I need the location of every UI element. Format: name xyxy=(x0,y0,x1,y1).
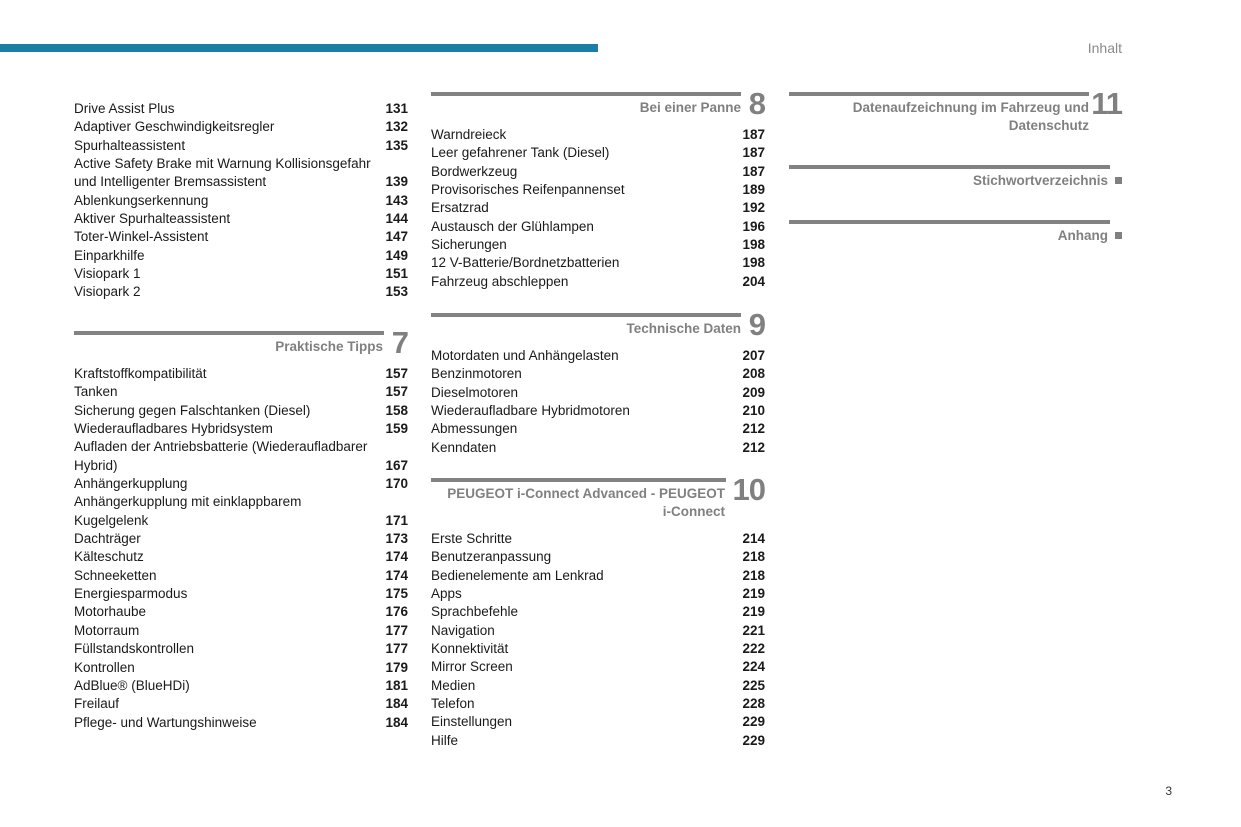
section-heading xyxy=(789,86,1122,144)
toc-entry-page: 196 xyxy=(742,218,765,234)
toc-entry-label: Austausch der Glühlampen xyxy=(431,218,594,234)
toc-entry-page: 207 xyxy=(742,348,765,363)
toc-entry[interactable] xyxy=(431,126,765,144)
toc-entry[interactable] xyxy=(74,695,408,713)
toc-entry-label: Telefon xyxy=(431,696,475,712)
toc-entry[interactable] xyxy=(74,402,408,420)
section-title[interactable]: Technische Daten xyxy=(626,321,741,336)
section-title[interactable]: Anhang xyxy=(1057,228,1108,243)
toc-entry[interactable] xyxy=(431,695,765,713)
toc-entry[interactable] xyxy=(74,365,408,383)
section-heading xyxy=(74,325,408,365)
toc-entry-label: AdBlue® (BlueHDi) xyxy=(74,677,190,693)
toc-entry-label: Abmessungen xyxy=(431,421,518,437)
section-number: 7 xyxy=(391,325,408,360)
toc-entry-label: Einstellungen xyxy=(431,714,513,730)
toc-entry-page: 159 xyxy=(385,421,408,437)
toc-entry[interactable] xyxy=(74,659,408,677)
toc-entry-page: 131 xyxy=(385,101,408,116)
toc-entry[interactable] xyxy=(431,402,765,420)
toc-entry-page: 187 xyxy=(742,145,765,161)
toc-entry-page: 187 xyxy=(742,127,765,142)
toc-entry[interactable] xyxy=(431,548,765,566)
toc-entry-page: 173 xyxy=(385,531,408,547)
toc-entry-label: Toter-Winkel-Assistent xyxy=(74,229,209,245)
toc-entry-label: Motordaten und Anhängelasten xyxy=(431,348,619,363)
toc-entry-label: Provisorisches Reifenpannenset xyxy=(431,182,625,198)
toc-entry[interactable] xyxy=(74,420,408,438)
toc-entry-page: 184 xyxy=(385,696,408,712)
section-rule xyxy=(431,313,741,317)
toc-entry-page: 177 xyxy=(385,641,408,657)
toc-entry-page: 147 xyxy=(385,229,408,245)
section-title[interactable] xyxy=(447,485,725,522)
toc-entry[interactable] xyxy=(431,622,765,640)
toc-entry-label: Aufladen der Antriebsbatterie (Wiederaufladbarer Hybrid) xyxy=(74,439,368,473)
toc-entry[interactable] xyxy=(74,100,408,118)
toc-entry-page: 214 xyxy=(742,531,765,546)
toc-entry-page: 174 xyxy=(385,549,408,565)
toc-entry[interactable] xyxy=(431,181,765,199)
toc-entry-page: 187 xyxy=(742,163,765,179)
toc-entry[interactable] xyxy=(431,677,765,695)
toc-entry-label: Medien xyxy=(431,677,476,693)
toc-entry[interactable] xyxy=(431,384,765,402)
section-heading xyxy=(431,86,765,126)
section-title[interactable]: Praktische Tipps xyxy=(275,339,383,354)
toc-entry-label: Anhängerkupplung mit einklappbarem Kugelgelenk xyxy=(74,494,302,528)
toc-entry-label: Mirror Screen xyxy=(431,659,513,675)
section-rule xyxy=(431,478,726,482)
square-bullet-icon xyxy=(1115,232,1122,239)
toc-entry-page: 144 xyxy=(385,211,408,227)
toc-entry-page: 229 xyxy=(742,714,765,730)
toc-entry-page: 171 xyxy=(385,512,408,528)
toc-entry-label: Dachträger xyxy=(74,531,141,547)
toc-entry-label: Wiederaufladbares Hybridsystem xyxy=(74,421,273,437)
toc-entry[interactable] xyxy=(431,218,765,236)
section-number: 11 xyxy=(1091,86,1122,121)
toc-entry-page: 204 xyxy=(742,273,765,289)
section-title-line-2: i-Connect xyxy=(662,504,725,520)
toc-entry[interactable] xyxy=(431,530,765,548)
toc-entry-label: Fahrzeug abschleppen xyxy=(431,273,569,289)
toc-entry-label: Benutzeranpassung xyxy=(431,549,552,565)
section-heading xyxy=(789,220,1122,254)
toc-entry-label: Sprachbefehle xyxy=(431,604,519,620)
toc-entry[interactable] xyxy=(431,144,765,162)
toc-entry-label: Kenndaten xyxy=(431,439,497,455)
toc-entry-label: Leer gefahrener Tank (Diesel) xyxy=(431,145,610,161)
toc-entry[interactable] xyxy=(431,365,765,383)
toc-entry-label: Drive Assist Plus xyxy=(74,101,175,116)
toc-entry-page: 210 xyxy=(742,403,765,419)
toc-entry-page: 222 xyxy=(742,641,765,657)
section-title-line-1: PEUGEOT i-Connect Advanced - PEUGEOT xyxy=(447,486,725,501)
toc-entry-label: Adaptiver Geschwindigkeitsregler xyxy=(74,119,275,135)
toc-entry-label: Benzinmotoren xyxy=(431,366,522,382)
toc-entry-label: Ablenkungserkennung xyxy=(74,192,209,208)
toc-entry-label: Tanken xyxy=(74,384,118,400)
square-bullet-icon xyxy=(1115,177,1122,184)
toc-entry[interactable] xyxy=(74,677,408,695)
entry-list xyxy=(431,126,765,291)
toc-entry-label: Wiederaufladbare Hybridmotoren xyxy=(431,403,630,419)
accent-bar xyxy=(0,44,598,52)
toc-entry-page: 225 xyxy=(742,677,765,693)
toc-entry-page: 218 xyxy=(742,549,765,565)
toc-entry-page: 219 xyxy=(742,586,765,602)
entry-list xyxy=(74,100,408,302)
toc-entry[interactable] xyxy=(74,714,408,732)
toc-section-10 xyxy=(431,472,765,750)
toc-section-11 xyxy=(789,86,1122,144)
toc-entry[interactable] xyxy=(74,265,408,283)
section-heading xyxy=(431,472,765,530)
toc-entry-label: Spurhalteassistent xyxy=(74,137,186,153)
toc-entry-page: 167 xyxy=(385,457,408,473)
toc-entry[interactable] xyxy=(74,493,408,530)
toc-entry-label: Apps xyxy=(431,586,462,602)
toc-entry[interactable] xyxy=(431,640,765,658)
toc-entry-label: Sicherung gegen Falschtanken (Diesel) xyxy=(74,402,311,418)
toc-entry-label: Freilauf xyxy=(74,696,120,712)
toc-entry-label: Navigation xyxy=(431,622,495,638)
toc-section-8 xyxy=(431,86,765,291)
toc-entry-label: Dieselmotoren xyxy=(431,384,519,400)
toc-entry-label: Erste Schritte xyxy=(431,531,513,546)
toc-entry-page: 198 xyxy=(742,237,765,253)
toc-entry-page: 208 xyxy=(742,366,765,382)
toc-entry[interactable] xyxy=(74,548,408,566)
toc-entry[interactable] xyxy=(431,567,765,585)
toc-entry-page: 224 xyxy=(742,659,765,675)
toc-entry-label: Motorhaube xyxy=(74,604,147,620)
toc-entry-page: 157 xyxy=(385,366,408,381)
toc-entry-label: Kraftstoffkompatibilität xyxy=(74,366,207,381)
toc-entry[interactable] xyxy=(74,640,408,658)
section-rule xyxy=(789,165,1110,169)
toc-entry-page: 189 xyxy=(742,182,765,198)
toc-entry[interactable] xyxy=(431,254,765,272)
toc-entry[interactable] xyxy=(74,530,408,548)
toc-entry-page: 157 xyxy=(385,384,408,400)
toc-entry-label: Motorraum xyxy=(74,622,140,638)
toc-entry-page: 192 xyxy=(742,200,765,216)
section-heading xyxy=(431,307,765,347)
toc-entry-page: 181 xyxy=(385,677,408,693)
section-title-line-1: Datenaufzeichnung im Fahrzeug und xyxy=(852,100,1089,115)
toc-entry[interactable] xyxy=(74,228,408,246)
toc-entry-page: 149 xyxy=(385,247,408,263)
toc-entry[interactable] xyxy=(74,567,408,585)
toc-entry-label: Energiesparmodus xyxy=(74,586,188,602)
toc-entry[interactable] xyxy=(431,236,765,254)
toc-entry-label: Hilfe xyxy=(431,732,459,748)
toc-entry[interactable] xyxy=(431,439,765,457)
toc-entry-label: Pflege- und Wartungshinweise xyxy=(74,714,257,730)
toc-entry-label: Visiopark 2 xyxy=(74,284,141,300)
toc-entry[interactable] xyxy=(74,283,408,301)
toc-entry-label: Visiopark 1 xyxy=(74,266,141,282)
toc-entry-page: 135 xyxy=(385,137,408,153)
toc-entry-label: 12 V-Batterie/Bordnetzbatterien xyxy=(431,255,620,271)
page-number: 3 xyxy=(1165,784,1172,798)
toc-entry[interactable] xyxy=(431,420,765,438)
toc-entry[interactable] xyxy=(74,192,408,210)
toc-entry[interactable] xyxy=(431,273,765,291)
toc-section-9 xyxy=(431,307,765,457)
toc-entry-page: 219 xyxy=(742,604,765,620)
toc-entry-page: 175 xyxy=(385,586,408,602)
toc-section-anhang xyxy=(789,220,1122,254)
toc-entry-label: Konnektivität xyxy=(431,641,509,657)
toc-entry-label: Bordwerkzeug xyxy=(431,163,518,179)
toc-entry-page: 221 xyxy=(742,622,765,638)
toc-entry-label: Ersatzrad xyxy=(431,200,489,216)
toc-list-driving-assist xyxy=(74,100,408,302)
toc-entry-page: 139 xyxy=(385,174,408,190)
toc-section-7 xyxy=(74,325,408,732)
entry-list xyxy=(74,365,408,732)
toc-entry-label: Sicherungen xyxy=(431,237,507,253)
toc-entry[interactable] xyxy=(431,713,765,731)
toc-entry[interactable] xyxy=(431,163,765,181)
toc-entry[interactable] xyxy=(431,732,765,750)
toc-entry-page: 179 xyxy=(385,659,408,675)
toc-entry[interactable] xyxy=(431,603,765,621)
toc-entry[interactable] xyxy=(74,137,408,155)
section-rule xyxy=(74,331,384,335)
entry-list xyxy=(431,530,765,750)
toc-entry-label: Bedienelemente am Lenkrad xyxy=(431,567,604,583)
toc-entry[interactable] xyxy=(431,585,765,603)
toc-section-stichwortverzeichnis xyxy=(789,165,1122,199)
toc-entry[interactable] xyxy=(74,438,408,475)
toc-entry-page: 218 xyxy=(742,567,765,583)
toc-entry[interactable] xyxy=(74,603,408,621)
toc-entry-page: 229 xyxy=(742,732,765,748)
toc-entry-page: 228 xyxy=(742,696,765,712)
section-number: 8 xyxy=(748,86,765,121)
toc-entry-page: 212 xyxy=(742,421,765,437)
section-rule xyxy=(789,92,1089,96)
toc-entry-page: 132 xyxy=(385,119,408,135)
section-title[interactable] xyxy=(853,99,1089,136)
section-number: 9 xyxy=(748,307,765,342)
toc-entry[interactable] xyxy=(431,347,765,365)
toc-entry[interactable] xyxy=(74,118,408,136)
toc-entry-page: 151 xyxy=(385,266,408,282)
toc-entry[interactable] xyxy=(74,247,408,265)
section-title[interactable]: Stichwortverzeichnis xyxy=(972,173,1108,188)
toc-entry-label: Warndreieck xyxy=(431,127,507,142)
toc-entry-label: Anhängerkupplung xyxy=(74,476,188,492)
section-heading xyxy=(789,165,1122,199)
toc-entry-page: 198 xyxy=(742,255,765,271)
section-rule xyxy=(789,220,1110,224)
section-rule xyxy=(431,92,741,96)
toc-entry-page: 177 xyxy=(385,622,408,638)
toc-entry[interactable] xyxy=(74,622,408,640)
page-header-title: Inhalt xyxy=(1087,40,1122,56)
toc-entry-label: Kälteschutz xyxy=(74,549,144,565)
toc-entry-label: Aktiver Spurhalteassistent xyxy=(74,211,231,227)
toc-entry-page: 153 xyxy=(385,284,408,300)
toc-entry-page: 184 xyxy=(385,714,408,730)
toc-entry-label: Einparkhilfe xyxy=(74,247,145,263)
toc-entry-page: 176 xyxy=(385,604,408,620)
toc-entry-label: Füllstandskontrollen xyxy=(74,641,195,657)
toc-entry-page: 143 xyxy=(385,192,408,208)
toc-entry[interactable] xyxy=(431,658,765,676)
toc-entry[interactable] xyxy=(74,585,408,603)
toc-entry-label: Kontrollen xyxy=(74,659,135,675)
section-title-line-2: Datenschutz xyxy=(1008,118,1089,134)
entry-list xyxy=(431,347,765,457)
toc-entry[interactable] xyxy=(74,155,408,192)
toc-entry[interactable] xyxy=(74,210,408,228)
section-number: 10 xyxy=(732,472,765,507)
toc-entry-page: 174 xyxy=(385,567,408,583)
toc-entry-page: 212 xyxy=(742,439,765,455)
toc-entry[interactable] xyxy=(431,199,765,217)
toc-entry-label: Schneeketten xyxy=(74,567,157,583)
toc-entry[interactable] xyxy=(74,475,408,493)
toc-entry-label: Active Safety Brake mit Warnung Kollisionsgefahr und Intelligenter Bremsassistent xyxy=(74,156,371,190)
toc-entry-page: 170 xyxy=(385,476,408,492)
toc-entry[interactable] xyxy=(74,383,408,401)
toc-entry-page: 158 xyxy=(385,402,408,418)
toc-entry-page: 209 xyxy=(742,384,765,400)
section-title[interactable]: Bei einer Panne xyxy=(639,100,741,115)
